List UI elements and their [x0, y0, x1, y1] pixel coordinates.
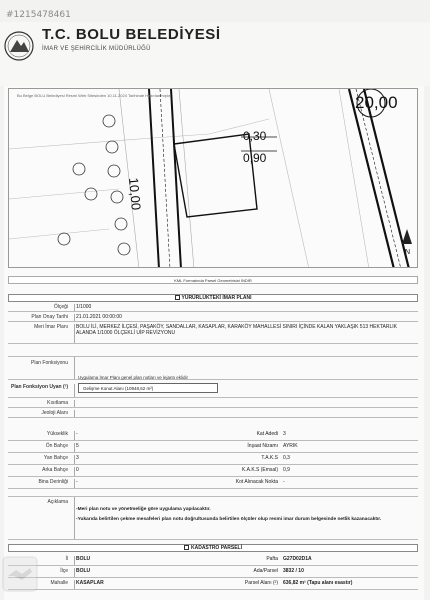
plan-row-function: Plan Fonksiyonu — [8, 356, 418, 380]
notes-line: -Yukarıda belirtilen çekme mesafeleri plan notu doğrultusunda belirtilen ölçüler olup resmi imar durum belgesinde netlik kazanacaktır. — [76, 517, 382, 522]
plan-row-plan: Meri İmar Planı BOLU İLİ, MERKEZ İLÇESİ, PAŞAKÖY, SANDALLAR, KASAPLAR, KARAKÖY MAHALLESİ SINIRI İÇİNDE KALAN YAKLAŞIK 513 HEKTARLIK ALANDA 1/1000 ÖLÇEKLİ UİP REVİZYONU — [8, 324, 418, 344]
plan-function-value: Gelişme Konut Alanı (10948,62 m²) — [78, 383, 218, 393]
detail-row: Yükseklik - Kat Adedi 3 — [8, 431, 418, 441]
document-icon — [184, 545, 189, 550]
plan-section-header: YÜRÜRLÜKTEKİ İMAR PLANI — [8, 294, 418, 302]
kml-download-link[interactable]: KML Formatında Parsel Geometrisini İNDİR — [8, 276, 418, 284]
road-width-label-right: 20,00 — [355, 93, 398, 112]
notes-row: Açıklama -Meri plan notu ve yönetmeliğe göre uygulama yapılacaktır. -Yukarıda belirtilen çekme mesafeleri plan notu doğrultusunda belirtilen ölçüler olup resmi imar durum belgesinde netlik kazanacaktır. — [8, 496, 418, 540]
listing-id: #1215478461 — [6, 10, 71, 20]
detail-row: Bina Derinliği - Kot Alınacak Nokta - — [8, 479, 418, 489]
road-width-label: 10,00 — [126, 177, 144, 211]
plan-row-scale: Ölçeği 1/1000 — [8, 304, 418, 312]
document-paper — [4, 86, 424, 600]
org-department: İMAR VE ŞEHİRCİLİK MÜDÜRLÜĞÜ — [42, 46, 151, 52]
org-title: T.C. BOLU BELEDİYESİ — [42, 26, 221, 43]
notes-line: -Meri plan notu ve yönetmeliğe göre uygulama yapılacaktır. — [76, 507, 211, 512]
document-header — [0, 22, 430, 86]
parcel-map[interactable] — [8, 88, 418, 268]
map-caption: Bu Belge BOLU Belediyesi Resmi Web Sitesinden 10.11.2024 Tarihinde Hazırlanmıştır — [17, 93, 171, 98]
detail-row: Yan Bahçe 3 T.A.K.S 0,3 — [8, 455, 418, 465]
cadastre-row: İlçe BOLU Ada/Parsel 3832 / 10 — [8, 568, 418, 578]
kaks-ratio-label: 0,90 — [243, 151, 267, 165]
document-icon — [175, 295, 180, 300]
detail-row: Arka Bahçe 0 K.A.K.S (Emsal) 0,9 — [8, 467, 418, 477]
detail-row: Ön Bahçe 5 İnşaat Nizamı AYRIK — [8, 443, 418, 453]
plan-row-restriction: Kısıtlama — [8, 400, 418, 408]
plan-row-date: Plan Onay Tarihi 21.01.2021 00:00:00 — [8, 314, 418, 322]
north-label: N — [405, 249, 411, 256]
plan-row-geology: Jeoloji Alanı — [8, 410, 418, 418]
taks-ratio-label: 0,30 — [243, 129, 267, 143]
north-arrow-icon — [402, 229, 412, 244]
municipality-logo-icon — [4, 28, 34, 64]
parcel-map-drawing — [9, 89, 418, 268]
cadastre-section-header: KADASTRO PARSELİ — [8, 544, 418, 552]
plan-row-function-area: Plan Fonksiyon Uyan (²) — [8, 384, 418, 398]
handshake-icon — [2, 556, 38, 592]
cadastre-row: Mahalle KASAPLAR Parsel Alanı (²) 636,82 m² (Tapu alanı esastır) — [8, 580, 418, 590]
plan-function-note: Uygulama İmar Planı genel plan notları ve lejantı eklidir — [78, 375, 189, 380]
cadastre-row: İl BOLU Pafta G27D02D1A — [8, 556, 418, 566]
